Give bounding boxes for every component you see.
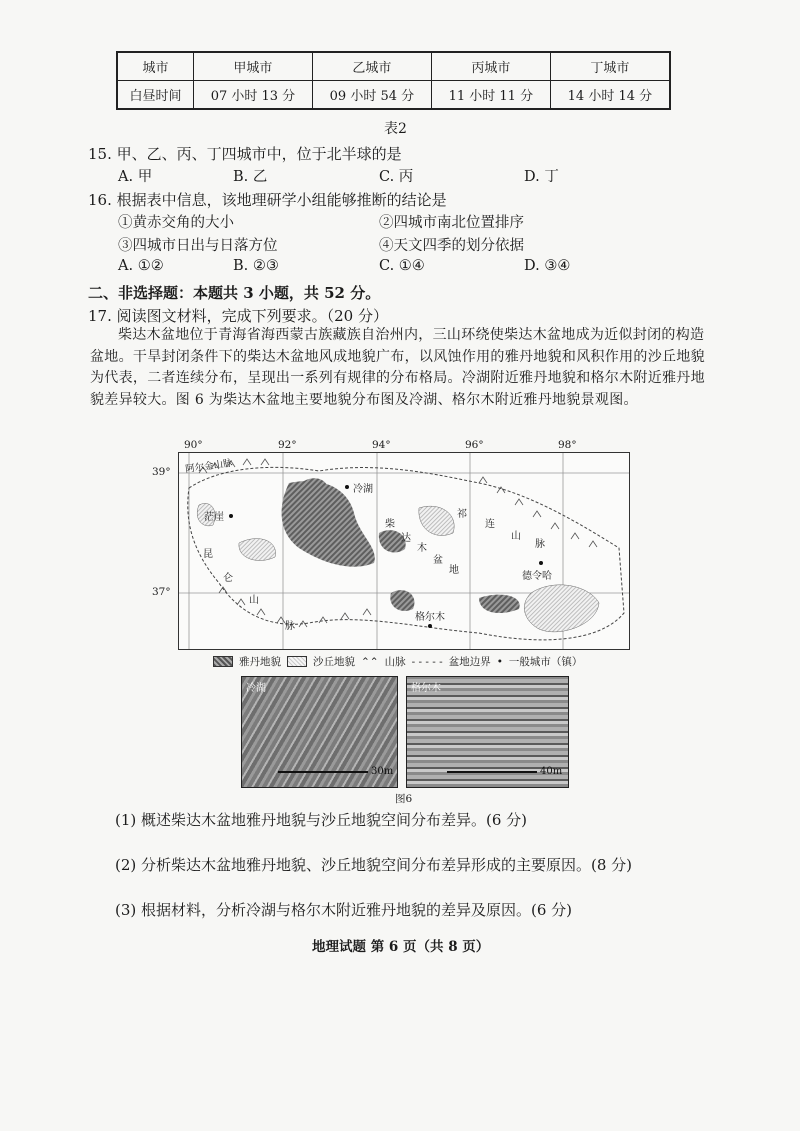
map-label-delingha: 德令哈	[522, 571, 552, 582]
photo-label: 冷湖	[246, 683, 266, 694]
question-15-option-d: D. 丁	[524, 169, 559, 185]
scale-line	[278, 771, 368, 773]
question-16-item-2: ②四城市南北位置排序	[379, 215, 524, 231]
question-16-item-1: ①黄赤交角的大小	[118, 215, 234, 231]
table-row	[117, 81, 670, 110]
table-caption: 表2	[384, 121, 407, 137]
table-cell: 11 小时 11 分	[431, 81, 550, 110]
map-label-qilian-2: 连	[485, 519, 495, 530]
legend-mountain-icon: ⌃⌃	[361, 655, 379, 668]
table-cell: 07 小时 13 分	[193, 81, 312, 110]
table-cell: 14 小时 14 分	[550, 81, 670, 110]
question-16-option-a: A. ①②	[118, 258, 164, 274]
map-label-qilian-1: 祁	[457, 509, 467, 520]
photo-lenghu-yardang	[241, 676, 398, 788]
city-dot	[345, 485, 349, 489]
map-label-qilian-3: 山	[511, 531, 521, 542]
map-label-kunlun-2: 仑	[223, 573, 233, 584]
lon-label: 94°	[372, 439, 391, 451]
table-cell: 白昼时间	[117, 81, 193, 110]
map-label-lenghu: 冷湖	[353, 484, 373, 495]
dune-area	[239, 539, 276, 561]
legend-yardang-label: 雅丹地貌	[239, 656, 281, 668]
scale-bar	[447, 766, 562, 777]
table-cell: 丙城市	[431, 52, 550, 81]
question-15-option-c: C. 丙	[379, 169, 414, 185]
map-graphic	[179, 453, 629, 649]
map-label-kunlun-1: 昆	[203, 549, 213, 560]
city-dot	[428, 624, 432, 628]
question-17-material: 柴达木盆地位于青海省海西蒙古族藏族自治州内，三山环绕使柴达木盆地成为近似封闭的构造盆地。干旱封闭条件下的柴达木盆地风成地貌广布，以风蚀作用的雅丹地貌和风积作用的沙丘地貌为代表，二者连续分布，呈现出一系列有规律的分布格局。冷湖附近雅丹地貌和格尔木附近雅丹地貌差异较大。图 6 为柴达木盆地主要地貌分布图及冷湖、格尔木附近雅丹地貌景观图。	[90, 327, 705, 408]
lon-label: 92°	[278, 439, 297, 451]
lon-label: 98°	[558, 439, 577, 451]
question-15-option-a: A. 甲	[118, 169, 153, 185]
legend-dune-swatch	[287, 656, 307, 667]
map-label-basin-5: 地	[449, 565, 459, 576]
map-label-basin-1: 柴	[385, 519, 395, 530]
lat-label: 39°	[152, 466, 171, 478]
question-17-sub-1: (1) 概述柴达木盆地雅丹地貌与沙丘地貌空间分布差异。(6 分)	[115, 811, 528, 829]
question-15-option-b: B. 乙	[233, 169, 268, 185]
question-16-stem: 16. 根据表中信息，该地理研学小组能够推断的结论是	[88, 191, 447, 209]
table-cell: 丁城市	[550, 52, 670, 81]
table-cell: 城市	[117, 52, 193, 81]
figure-6-caption: 图6	[395, 793, 413, 805]
question-17-sub-3: (3) 根据材料，分析冷湖与格尔木附近雅丹地貌的差异及原因。(6 分)	[115, 901, 573, 919]
qaidam-basin-map	[178, 452, 630, 650]
legend-yardang-swatch	[213, 656, 233, 667]
lon-label: 90°	[184, 439, 203, 451]
legend-boundary-icon: - - - - -	[411, 655, 443, 668]
photo-golmud-yardang	[406, 676, 569, 788]
question-16-option-d: D. ③④	[524, 258, 571, 274]
map-label-altun: 阿尔金山脉	[184, 457, 234, 476]
city-dot	[229, 514, 233, 518]
map-legend	[213, 654, 643, 669]
city-dot	[539, 561, 543, 565]
question-16-item-4: ④天文四季的划分依据	[379, 238, 524, 254]
map-label-qilian-4: 脉	[535, 539, 545, 550]
question-16-option-c: C. ①④	[379, 258, 425, 274]
legend-mountain-label: 山脉	[384, 656, 406, 668]
lat-label: 37°	[152, 586, 171, 598]
photo-label: 格尔木	[411, 683, 441, 694]
table-cell: 09 小时 54 分	[312, 81, 431, 110]
dune-area	[419, 506, 454, 535]
table-cell: 乙城市	[312, 52, 431, 81]
map-label-kunlun-4: 脉	[285, 621, 295, 632]
scale-line	[447, 771, 537, 773]
map-label-kunlun-3: 山	[249, 595, 259, 606]
map-label-basin-2: 达	[401, 533, 411, 544]
lon-label: 96°	[465, 439, 484, 451]
question-17-stem: 17. 阅读图文材料，完成下列要求。（20 分）	[88, 307, 388, 325]
map-label-golmud: 格尔木	[415, 612, 445, 623]
yardang-area	[479, 595, 520, 613]
map-label-mangya: 茫崖	[204, 512, 224, 523]
question-15-stem: 15. 甲、乙、丙、丁四城市中，位于北半球的是	[88, 145, 402, 163]
map-label-basin-4: 盆	[433, 555, 443, 566]
table-cell: 甲城市	[193, 52, 312, 81]
legend-city-label: 一般城市（镇）	[508, 656, 583, 668]
scale-label: 40m	[540, 766, 563, 777]
scale-label: 30m	[371, 766, 394, 777]
question-16-option-b: B. ②③	[233, 258, 279, 274]
table-2	[116, 51, 671, 110]
legend-city-icon: •	[496, 655, 503, 668]
dune-area	[524, 585, 599, 632]
map-label-basin-3: 木	[417, 543, 427, 554]
table-header-row	[117, 52, 670, 81]
legend-boundary-label: 盆地边界	[448, 656, 491, 668]
question-16-item-3: ③四城市日出与日落方位	[118, 238, 278, 254]
section-2-heading: 二、非选择题：本题共 3 小题，共 52 分。	[88, 284, 381, 302]
question-17-sub-2: (2) 分析柴达木盆地雅丹地貌、沙丘地貌空间分布差异形成的主要原因。(8 分)	[115, 856, 633, 874]
page-footer: 地理试题 第 6 页（共 8 页）	[312, 939, 490, 955]
scale-bar	[278, 766, 393, 777]
legend-dune-label: 沙丘地貌	[313, 656, 355, 668]
